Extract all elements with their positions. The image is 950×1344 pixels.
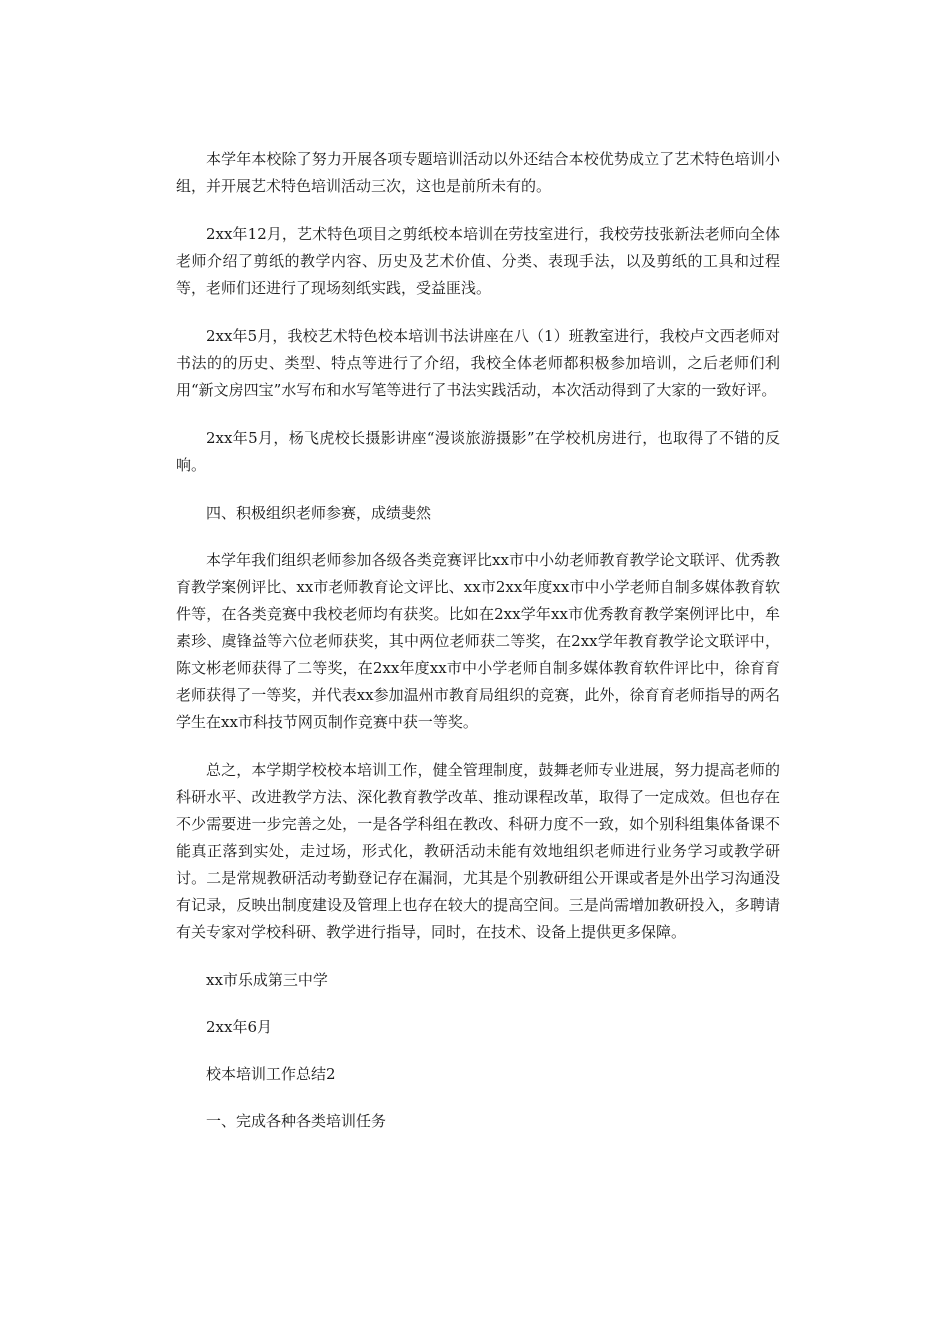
document-title-summary-2: 校本培训工作总结2 [206, 1065, 336, 1083]
paragraph-summary: 总之，本学期学校校本培训工作，健全管理制度，鼓舞老师专业进展，努力提高老师的科研水平、改进教学方法、深化教育教学改革、推动课程改革，取得了一定成效。但也存在不少需要进一步完善之处，一是各学科组在教改、科研力度不一致，如个别科组集体备课不能真正落到实处，走过场，形式化，教研活动未能有效地组织老师进行业务学习或教学研讨。二是常规教研活动考勤登记存在漏洞，尤其是个别教研组公开课或者是外出学习沟通没有记录，反映出制度建设及管理上也存在较大的提高空间。三是尚需增加教研投入，多聘请有关专家对学校科研、教学进行指导，同时，在技术、设备上提供更多保障。 [176, 761, 780, 941]
signature-school-name: xx市乐成第三中学 [206, 971, 328, 989]
paragraph-photography: 2xx年5月，杨飞虎校长摄影讲座“漫谈旅游摄影”在学校机房进行，也取得了不错的反响。 [176, 429, 780, 474]
paragraph-art-training-intro: 本学年本校除了努力开展各项专题培训活动以外还结合本校优势成立了艺术特色培训小组，并开展艺术特色培训活动三次，这也是前所未有的。 [176, 150, 780, 195]
section-heading-competitions: 四、积极组织老师参赛，成绩斐然 [206, 504, 432, 522]
section-heading-training-tasks: 一、完成各种各类培训任务 [206, 1112, 387, 1130]
signature-date: 2xx年6月 [206, 1018, 273, 1036]
document-body [176, 146, 780, 1155]
paragraph-competition-awards: 本学年我们组织老师参加各级各类竞赛评比xx市中小幼老师教育教学论文联评、优秀教育教学案例评比、xx市老师教育论文评比、xx市2xx年度xx市中小学老师自制多媒体教育软件等，在各类竞赛中我校老师均有获奖。比如在2xx学年xx市优秀教育教学案例评比中，牟素珍、虞锋益等六位老师获奖，其中两位老师获二等奖，在2xx学年教育教学论文联评中，陈文彬老师获得了二等奖，在2xx年度xx市中小学老师自制多媒体教育软件评比中，徐育育老师获得了一等奖，并代表xx参加温州市教育局组织的竞赛，此外，徐育育老师指导的两名学生在xx市科技节网页制作竞赛中获一等奖。 [176, 551, 780, 731]
paragraph-calligraphy: 2xx年5月，我校艺术特色校本培训书法讲座在八（1）班教室进行，我校卢文西老师对书法的的历史、类型、特点等进行了介绍，我校全体老师都积极参加培训，之后老师们利用“新文房四宝”水写布和水写笔等进行了书法实践活动，本次活动得到了大家的一致好评。 [176, 327, 780, 399]
paragraph-paper-cutting: 2xx年12月，艺术特色项目之剪纸校本培训在劳技室进行，我校劳技张新法老师向全体老师介绍了剪纸的教学内容、历史及艺术价值、分类、表现手法，以及剪纸的工具和过程等，老师们还进行了现场刻纸实践，受益匪浅。 [176, 225, 780, 297]
